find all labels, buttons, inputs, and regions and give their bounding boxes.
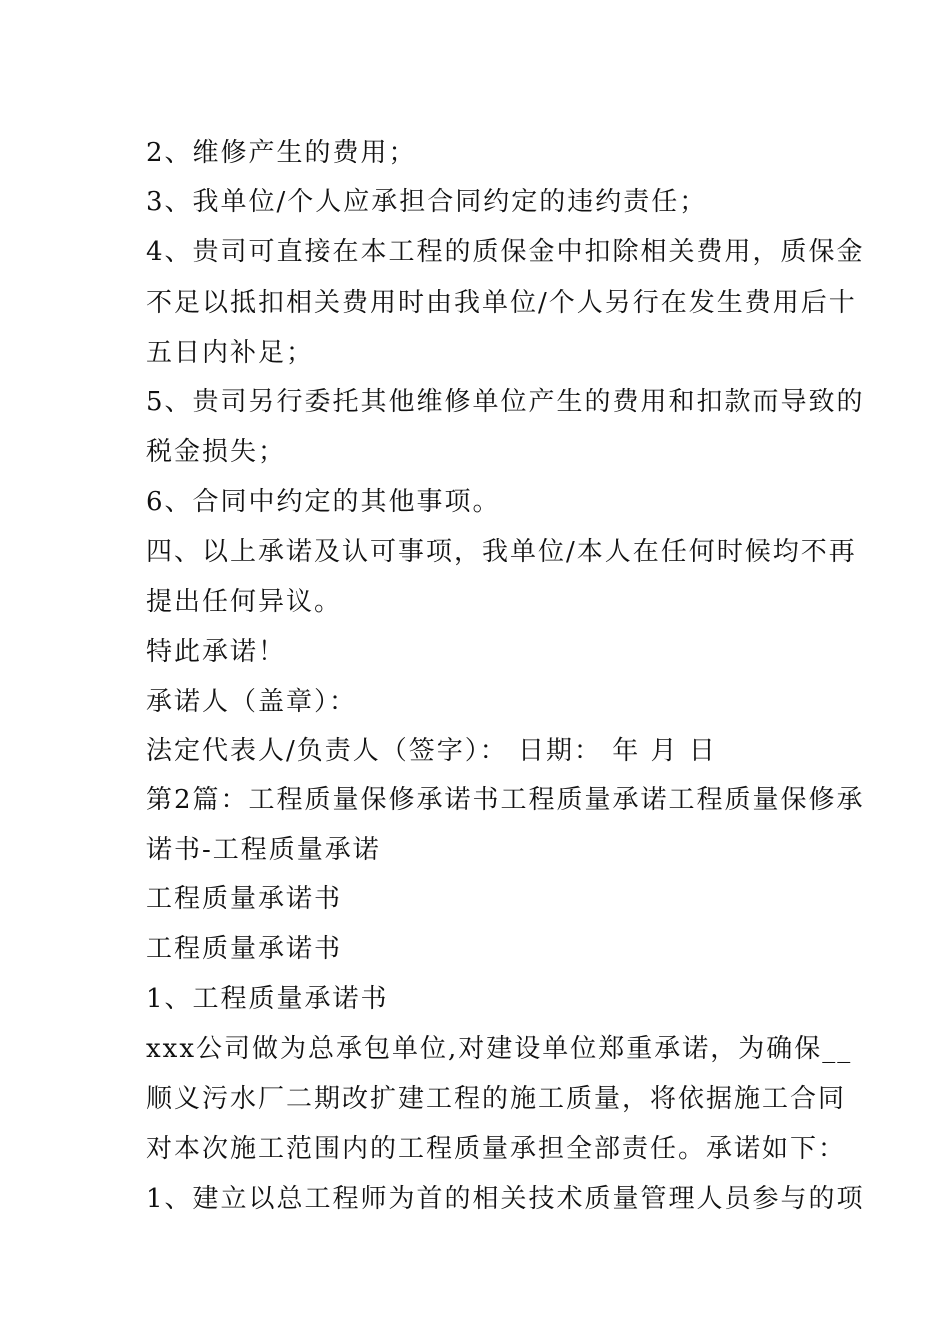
- text-line: xxx公司做为总承包单位,对建设单位郑重承诺，为确保__: [146, 1034, 853, 1064]
- text-line: 1、建立以总工程师为首的相关技术质量管理人员参与的项: [146, 1184, 865, 1214]
- text-line: 诺书-工程质量承诺: [146, 835, 381, 865]
- text-line: 四、以上承诺及认可事项，我单位/本人在任何时候均不再: [146, 537, 857, 567]
- text-line: 1、工程质量承诺书: [146, 984, 389, 1014]
- text-line: 4、贵司可直接在本工程的质保金中扣除相关费用，质保金: [146, 237, 865, 267]
- text-line: 工程质量承诺书: [146, 884, 343, 914]
- text-line: 五日内补足；: [146, 338, 315, 368]
- text-line: 顺义污水厂二期改扩建工程的施工质量，将依据施工合同: [146, 1084, 847, 1114]
- text-line: 提出任何异议。: [146, 587, 343, 617]
- text-line: 第2篇：工程质量保修承诺书工程质量承诺工程质量保修承: [146, 785, 865, 815]
- text-line: 3、我单位/个人应承担合同约定的违约责任；: [146, 187, 708, 217]
- text-line: 对本次施工范围内的工程质量承担全部责任。承诺如下：: [146, 1134, 847, 1164]
- text-line: 2、维修产生的费用；: [146, 138, 417, 168]
- text-line: 5、贵司另行委托其他维修单位产生的费用和扣款而导致的: [146, 387, 865, 417]
- text-line: 不足以抵扣相关费用时由我单位/个人另行在发生费用后十: [146, 288, 857, 318]
- text-line: 承诺人（盖章）：: [146, 687, 358, 717]
- text-line: 法定代表人/负责人（签字）： 日期： 年 月 日: [146, 736, 717, 766]
- text-line: 税金损失；: [146, 437, 287, 467]
- text-line: 工程质量承诺书: [146, 934, 343, 964]
- text-line: 特此承诺！: [146, 637, 287, 667]
- text-line: 6、合同中约定的其他事项。: [146, 487, 501, 517]
